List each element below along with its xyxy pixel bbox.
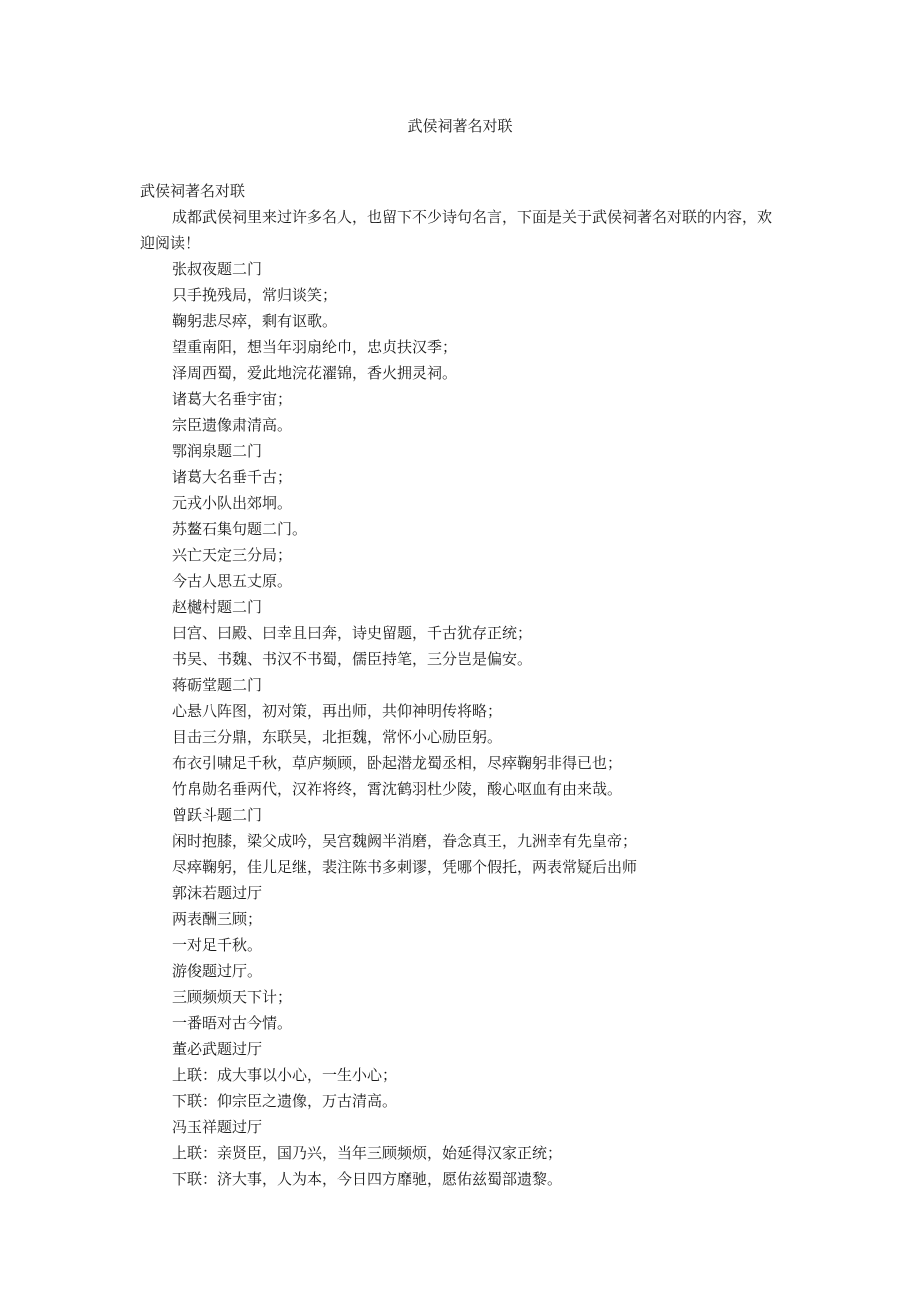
couplet-list [140, 256, 785, 1192]
text-line: 下联：济大事，人为本，今日四方靡驰，愿佑兹蜀部遗黎。 [172, 1170, 563, 1188]
text-line: 蒋砺堂题二门 [172, 676, 263, 694]
text-line: 书吴、书魏、书汉不书蜀，儒臣持笔，三分岂是偏安。 [172, 650, 533, 668]
document-body [140, 178, 785, 1192]
text-line: 三顾频烦天下计； [172, 988, 293, 1006]
text-line: 望重南阳，想当年羽扇纶巾，忠贞扶汉季； [172, 338, 458, 356]
text-line: 上联：亲贤臣，国乃兴，当年三顾频烦，始延得汉家正统； [172, 1144, 563, 1162]
text-line: 心悬八阵图，初对策，再出师，共仰神明传将略； [172, 702, 503, 720]
text-line: 一对足千秋。 [172, 936, 263, 954]
text-line: 张叔夜题二门 [172, 260, 263, 278]
text-line: 郭沫若题过厅 [172, 884, 263, 902]
text-line: 下联：仰宗臣之遗像，万古清高。 [172, 1092, 398, 1110]
text-line: 目击三分鼎，东联吴，北拒魏，常怀小心励臣躬。 [172, 728, 503, 746]
text-line: 鞠躬悲尽瘁，剩有讴歌。 [172, 312, 338, 330]
text-line: 今古人思五丈原。 [172, 572, 293, 590]
text-line: 游俊题过厅。 [172, 962, 263, 980]
text-line: 董必武题过厅 [172, 1040, 263, 1058]
text-line: 兴亡天定三分局； [172, 546, 293, 564]
text-line: 苏鳌石集句题二门。 [172, 520, 308, 538]
text-line: 泽周西蜀，爱此地浣花濯锦，香火拥灵祠。 [172, 364, 458, 382]
section-heading: 武侯祠著名对联 [140, 182, 246, 200]
text-line: 曰宫、曰殿、曰幸且曰奔，诗史留题，千古犹存正统； [172, 624, 533, 642]
text-line: 布衣引啸足千秋，草庐频顾，卧起潜龙蜀丞相，尽瘁鞠躬非得已也； [172, 754, 623, 772]
text-line: 闲时抱膝，梁父成吟，吴宫魏阙半消磨，眷念真王，九洲幸有先皇帝； [172, 832, 638, 850]
text-line: 元戎小队出郊坰。 [172, 494, 293, 512]
text-line: 一番晤对古今情。 [172, 1014, 293, 1032]
text-line: 只手挽残局，常归谈笑； [172, 286, 338, 304]
text-line: 两表酬三顾； [172, 910, 263, 928]
text-line: 竹帛勋名垂两代，汉祚将终，霄沈鹤羽杜少陵，酸心呕血有由来哉。 [172, 780, 623, 798]
document-title: 武侯祠著名对联 [407, 117, 513, 135]
intro-paragraph: 成都武侯祠里来过许多名人，也留下不少诗句名言，下面是关于武侯祠著名对联的内容，欢迎阅读！ [140, 208, 773, 252]
text-line: 诸葛大名垂宇宙； [172, 390, 293, 408]
text-line: 上联：成大事以小心，一生小心； [172, 1066, 398, 1084]
text-line: 赵樾村题二门 [172, 598, 263, 616]
text-line: 曾跃斗题二门 [172, 806, 263, 824]
text-line: 诸葛大名垂千古； [172, 468, 293, 486]
text-line: 宗臣遗像肃清高。 [172, 416, 293, 434]
text-line: 冯玉祥题过厅 [172, 1118, 263, 1136]
text-line: 鄂润泉题二门 [172, 442, 263, 460]
text-line: 尽瘁鞠躬，佳儿足继，裴注陈书多刺谬，凭哪个假托，两表常疑后出师 [172, 858, 638, 876]
